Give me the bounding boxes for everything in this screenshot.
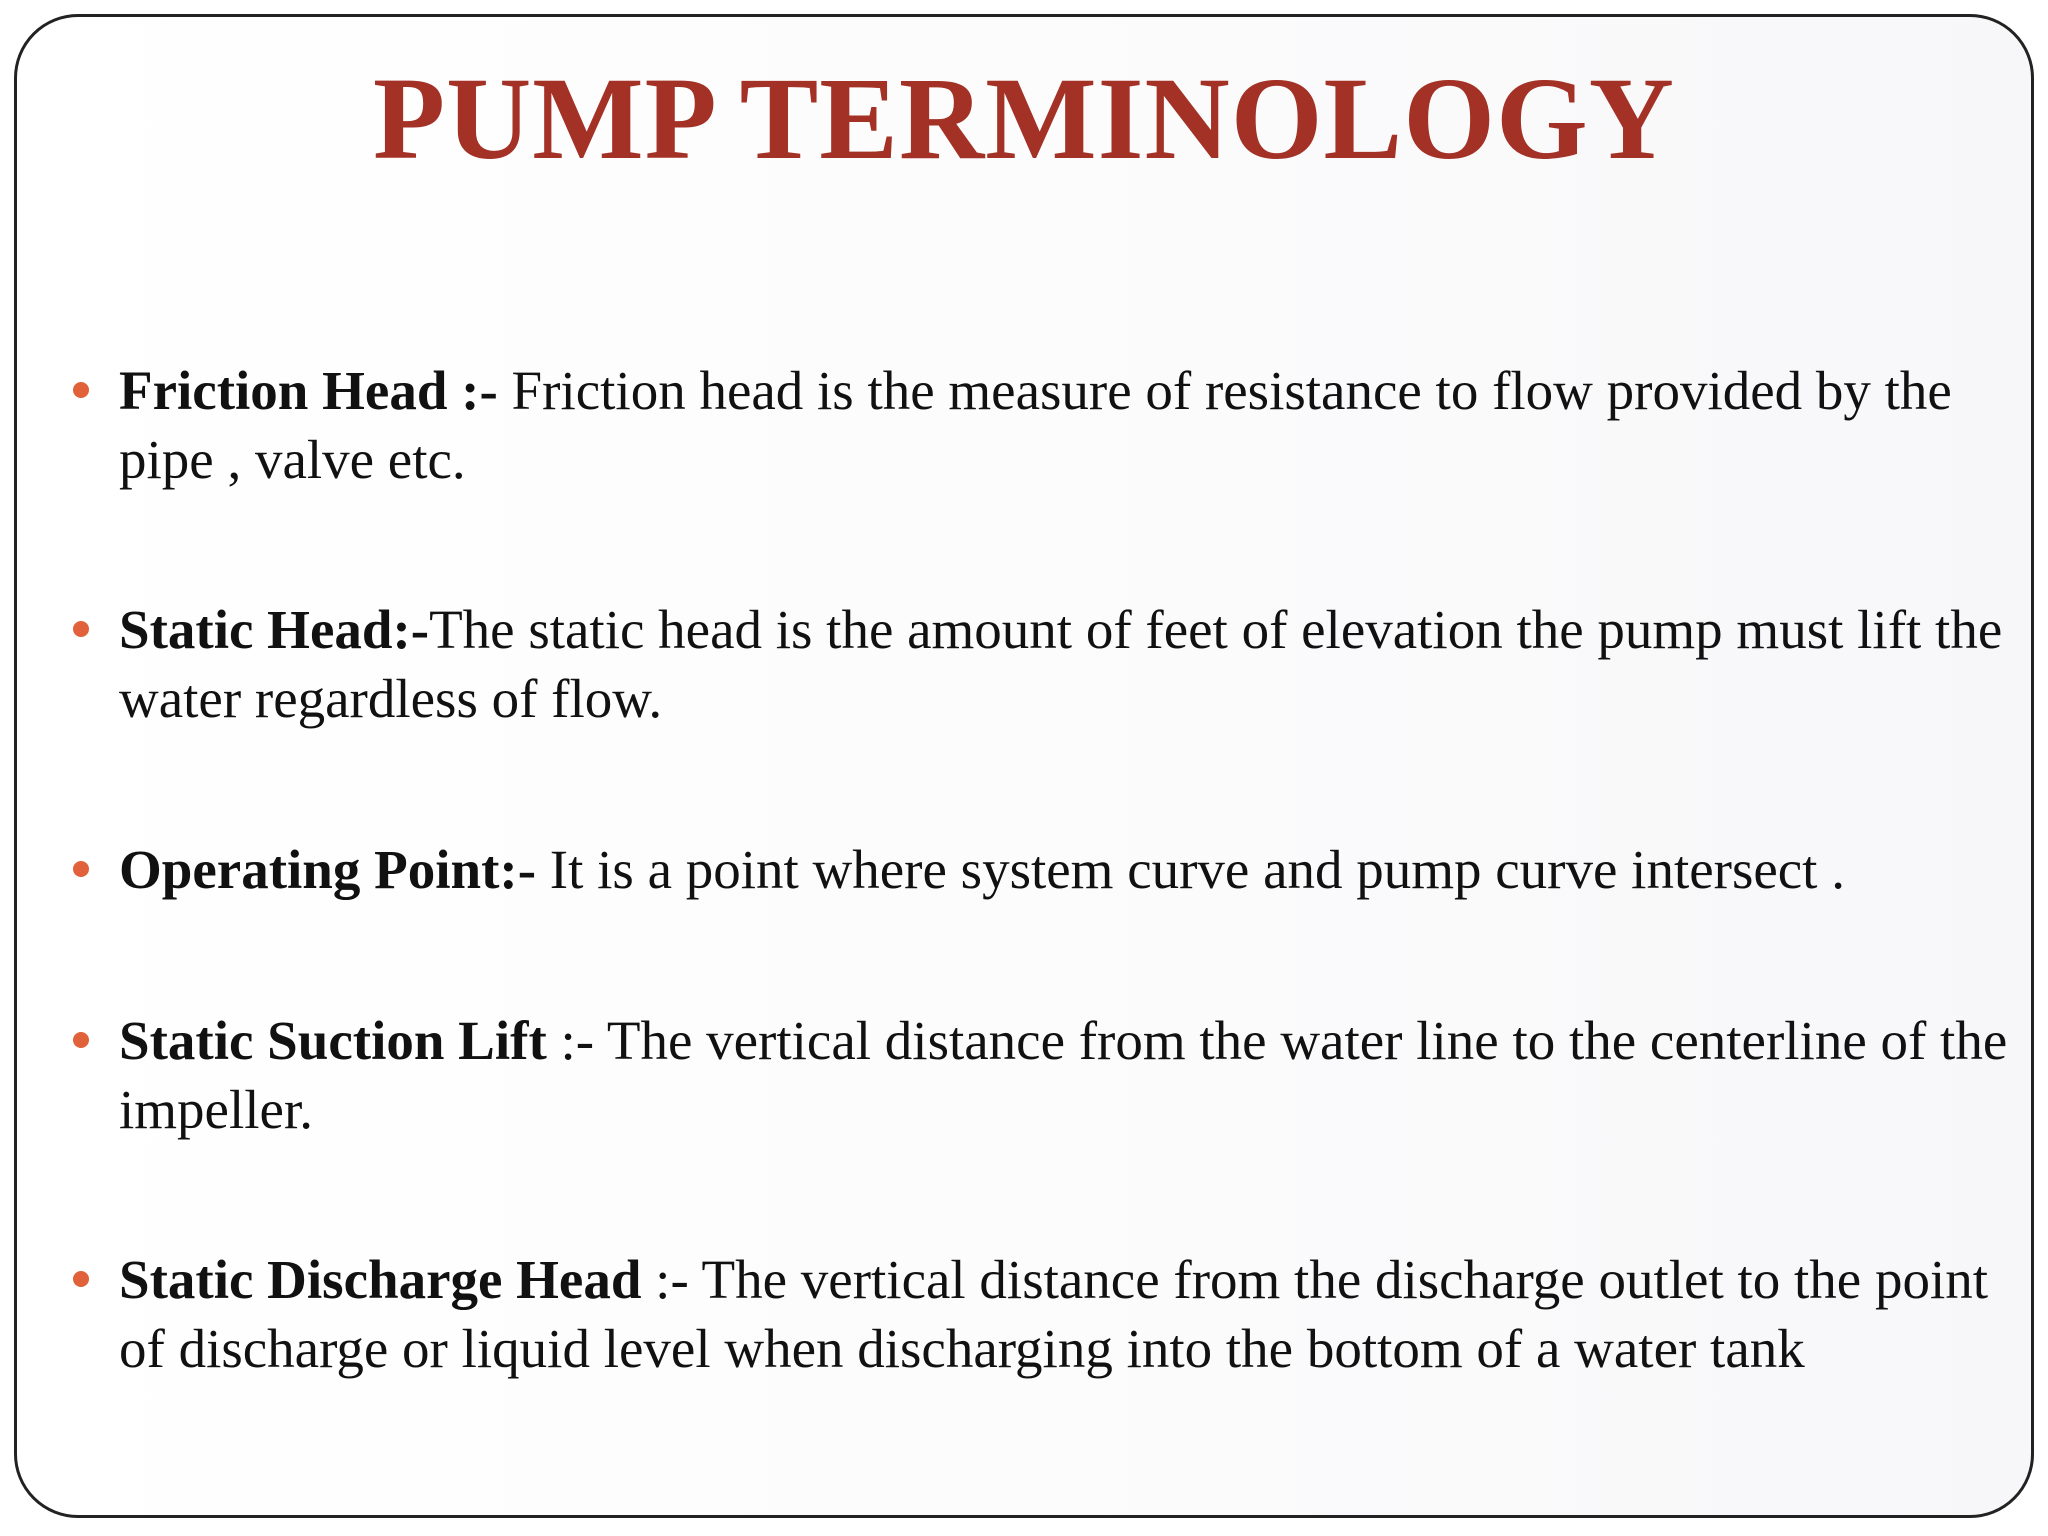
bullet-definition: Friction head is the measure of resistance to flow provided by the pipe , valve etc.: [119, 360, 1952, 490]
slide-title: PUMP TERMINOLOGY: [372, 53, 1675, 184]
bullet-text: [119, 356, 2039, 494]
bullet-dot-icon: [73, 1271, 89, 1287]
bullet-text: [119, 1245, 2039, 1383]
bullet-list: [17, 17, 2031, 1515]
bullet-term: Operating Point:-: [119, 839, 537, 900]
bullet-dot-icon: [73, 382, 89, 398]
bullet-term: Friction Head :-: [119, 360, 498, 421]
bullet-definition: The static head is the amount of feet of elevation the pump must lift the water regardless of flow.: [119, 599, 2003, 729]
bullet-definition: It is a point where system curve and pump curve intersect .: [536, 839, 1845, 900]
bullet-term: Static Discharge Head: [119, 1249, 642, 1310]
bullet-dot-icon: [73, 621, 89, 637]
bullet-dot-icon: [73, 1032, 89, 1048]
bullet-term: Static Head:-: [119, 599, 430, 660]
bullet-text: [119, 835, 2039, 904]
bullet-term: Static Suction Lift: [119, 1010, 547, 1071]
bullet-definition: :- The vertical distance from the discharge outlet to the point of discharge or liquid level when discharging into the bottom of a water tank: [119, 1249, 1989, 1379]
bullet-dot-icon: [73, 861, 89, 877]
bullet-definition: :- The vertical distance from the water line to the centerline of the impeller.: [119, 1010, 2008, 1140]
bullet-text: [119, 595, 2039, 733]
slide-frame: [14, 14, 2034, 1518]
bullet-text: [119, 1006, 2039, 1144]
